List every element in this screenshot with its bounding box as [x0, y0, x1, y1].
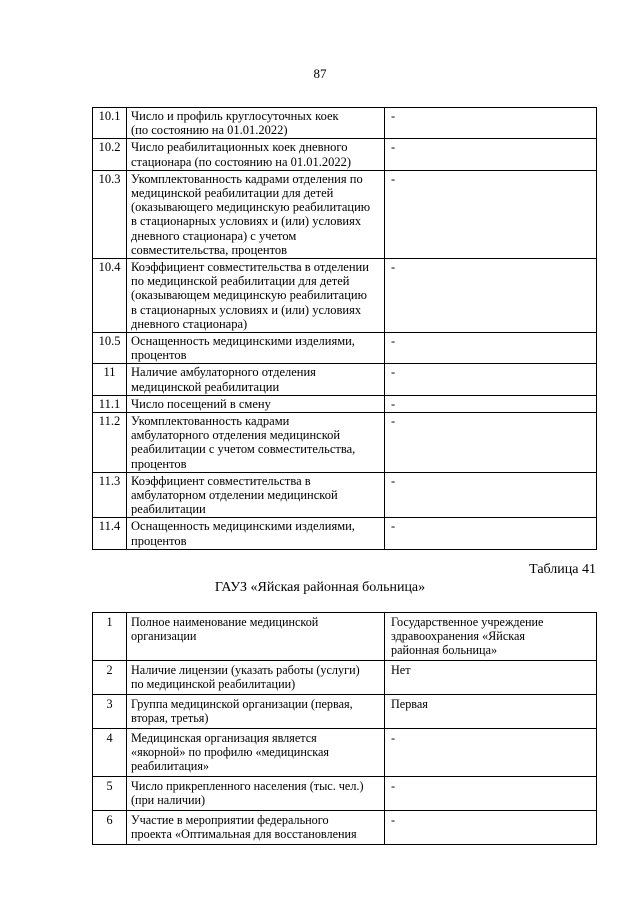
row-value: -	[385, 333, 597, 364]
row-number: 10.3	[93, 170, 127, 258]
hospital-info-table	[92, 612, 597, 845]
table-row	[93, 661, 597, 695]
row-label: Наличие лицензии (указать работы (услуги) по медицинской реабилитации)	[127, 661, 385, 695]
row-value: -	[385, 472, 597, 518]
table-row	[93, 613, 597, 661]
row-label: Участие в мероприятии федерального проекта «Оптимальная для восстановления	[127, 811, 385, 845]
table-row	[93, 259, 597, 333]
row-label: Оснащенность медицинскими изделиями, процентов	[127, 518, 385, 549]
page-number: 87	[313, 66, 327, 81]
row-value: -	[385, 777, 597, 811]
row-value: Государственное учреждение здравоохранения «Яйская районная больница»	[385, 613, 597, 661]
row-label: Число посещений в смену	[127, 395, 385, 412]
row-label: Оснащенность медицинскими изделиями, процентов	[127, 333, 385, 364]
table-row	[93, 395, 597, 412]
table-row	[93, 472, 597, 518]
row-number: 11	[93, 364, 127, 395]
row-label: Наличие амбулаторного отделения медицинской реабилитации	[127, 364, 385, 395]
table-row	[93, 364, 597, 395]
row-number: 11.2	[93, 413, 127, 473]
table-row	[93, 695, 597, 729]
row-value: -	[385, 395, 597, 412]
row-value: -	[385, 413, 597, 473]
row-value: -	[385, 108, 597, 139]
table-label: Таблица 41	[529, 562, 596, 577]
row-number: 6	[93, 811, 127, 845]
table-heading: ГАУЗ «Яйская районная больница»	[214, 580, 426, 595]
row-label: Коэффициент совместительства в отделении по медицинской реабилитации для детей (оказывающем медицинскую реабилитацию в стационарных условиях и (или) условиях дневного стационара)	[127, 259, 385, 333]
row-number: 1	[93, 613, 127, 661]
row-label: Коэффициент совместительства в амбулаторном отделении медицинской реабилитации	[127, 472, 385, 518]
table-row	[93, 518, 597, 549]
row-number: 5	[93, 777, 127, 811]
table-row	[93, 413, 597, 473]
row-label: Число прикрепленного населения (тыс. чел.) (при наличии)	[127, 777, 385, 811]
row-value: Нет	[385, 661, 597, 695]
row-number: 10.4	[93, 259, 127, 333]
row-value: -	[385, 518, 597, 549]
table-row	[93, 777, 597, 811]
row-number: 10.1	[93, 108, 127, 139]
row-number: 10.2	[93, 139, 127, 170]
row-value: -	[385, 729, 597, 777]
row-value: -	[385, 811, 597, 845]
row-value: -	[385, 139, 597, 170]
row-number: 11.3	[93, 472, 127, 518]
row-label: Медицинская организация является «якорной» по профилю «медицинская реабилитация»	[127, 729, 385, 777]
row-label: Полное наименование медицинской организации	[127, 613, 385, 661]
table-row	[93, 729, 597, 777]
row-number: 11.1	[93, 395, 127, 412]
row-number: 3	[93, 695, 127, 729]
row-number: 2	[93, 661, 127, 695]
table-row	[93, 170, 597, 258]
table-row	[93, 811, 597, 845]
row-value: -	[385, 170, 597, 258]
table-row	[93, 333, 597, 364]
row-number: 4	[93, 729, 127, 777]
row-number: 10.5	[93, 333, 127, 364]
table-row	[93, 108, 597, 139]
row-label: Число и профиль круглосуточных коек (по состоянию на 01.01.2022)	[127, 108, 385, 139]
row-value: -	[385, 259, 597, 333]
row-value: -	[385, 364, 597, 395]
row-label: Укомплектованность кадрами амбулаторного отделения медицинской реабилитации с учетом совместительства, процентов	[127, 413, 385, 473]
row-label: Группа медицинской организации (первая, вторая, третья)	[127, 695, 385, 729]
rehab-indicators-table	[92, 107, 597, 550]
row-label: Число реабилитационных коек дневного стационара (по состоянию на 01.01.2022)	[127, 139, 385, 170]
table-row	[93, 139, 597, 170]
row-number: 11.4	[93, 518, 127, 549]
row-label: Укомплектованность кадрами отделения по медицинской реабилитации для детей (оказывающего медицинскую реабилитацию в стационарных условиях и (или) условиях дневного стационара) с учетом совместительства, процентов	[127, 170, 385, 258]
row-value: Первая	[385, 695, 597, 729]
